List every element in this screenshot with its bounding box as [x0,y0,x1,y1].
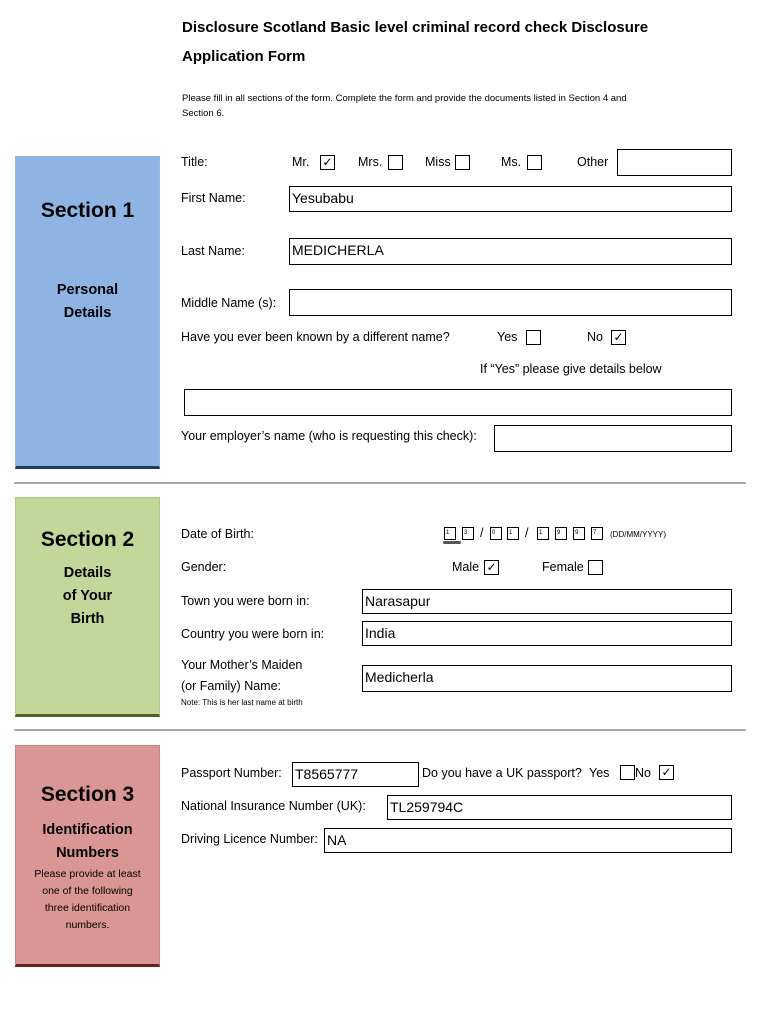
birth-country-label: Country you were born in: [181,627,325,641]
birth-town-field[interactable]: Narasapur [362,589,732,614]
section3-note [16,866,159,934]
instructions [182,91,702,121]
section-divider-2 [14,729,746,731]
last-name-field[interactable]: MEDICHERLA [289,238,732,265]
different-name-yes-checkbox[interactable] [526,330,541,345]
dob-year-digit-3[interactable]: 9 [573,527,585,540]
maiden-name-label-2: (or Family) Name: [181,679,282,693]
employer-label: Your employer’s name (who is requesting this check): [181,429,477,443]
passport-number-field[interactable]: T8565777 [292,762,419,787]
birth-country-field[interactable]: India [362,621,732,646]
dob-year-digit-4[interactable]: 7 [591,527,603,540]
different-name-no-checkbox[interactable]: ✓ [611,330,626,345]
section2-heading: Section 2 [40,528,135,551]
ni-number-label: National Insurance Number (UK): [181,799,366,813]
section3-subheading-1: Identification [42,822,133,838]
uk-passport-yes-label: Yes [589,766,610,780]
dob-month-digit-1[interactable]: 0 [490,527,502,540]
maiden-name-field[interactable]: Medicherla [362,665,732,692]
dob-separator-1: / [480,526,484,540]
middle-name-label: Middle Name (s): [181,296,277,310]
section1-heading: Section 1 [40,199,135,222]
if-yes-instruction: If “Yes” please give details below [480,362,662,376]
miss-checkbox[interactable] [455,155,470,170]
dob-year-digit-2[interactable]: 9 [555,527,567,540]
male-checkbox[interactable]: ✓ [484,560,499,575]
section1-subheading-1: Personal [56,282,119,298]
ms-label: Ms. [501,155,522,169]
mrs-label: Mrs. [358,155,383,169]
dob-separator-2: / [525,526,529,540]
employer-name-field[interactable] [494,425,732,452]
different-name-details-field[interactable] [184,389,732,416]
dob-day-digit-2[interactable]: 3 [462,527,474,540]
gender-label: Gender: [181,560,227,574]
section3-note-line1: Please provide at least [34,868,141,880]
driving-licence-label: Driving Licence Number: [181,832,318,846]
maiden-name-note: Note: This is her last name at birth [181,698,303,707]
title-label: Title: [181,155,208,169]
dob-underline-mark [443,541,461,544]
other-title-field[interactable] [617,149,732,176]
ni-number-field[interactable]: TL259794C [387,795,732,820]
maiden-name-label-1: Your Mother’s Maiden [181,658,303,672]
different-name-question: Have you ever been known by a different name? [181,330,450,344]
section-divider-1 [14,482,746,484]
dob-month-digit-2[interactable]: 1 [507,527,519,540]
form-title-line1: Disclosure Scotland Basic level criminal record check Disclosure [182,19,649,36]
section2-subheading-1: Details [63,565,112,581]
section2-panel [15,497,160,717]
dob-format-hint: (DD/MM/YYYY) [610,530,666,539]
section1-panel [15,156,160,469]
uk-passport-no-label: No [635,766,651,780]
section3-heading: Section 3 [40,783,135,806]
first-name-field[interactable]: Yesubabu [289,186,732,212]
different-name-yes-label: Yes [497,330,518,344]
section3-note-line3: three identification [44,902,131,914]
female-checkbox[interactable] [588,560,603,575]
first-name-label: First Name: [181,191,246,205]
uk-passport-yes-checkbox[interactable] [620,765,635,780]
birth-town-label: Town you were born in: [181,594,310,608]
section3-note-line4: numbers. [65,919,110,931]
uk-passport-question: Do you have a UK passport? [422,766,582,780]
section3-note-line2: one of the following [42,885,133,897]
section3-subheading-2: Numbers [56,845,119,861]
dob-year-digit-1[interactable]: 1 [537,527,549,540]
female-label: Female [542,560,584,574]
ms-checkbox[interactable] [527,155,542,170]
different-name-no-label: No [587,330,603,344]
instructions-line2: Section 6. [182,108,225,119]
driving-licence-field[interactable]: NA [324,828,732,853]
mr-checkbox[interactable]: ✓ [320,155,335,170]
passport-label: Passport Number: [181,766,282,780]
last-name-label: Last Name: [181,244,245,258]
section1-subheading-2: Details [63,305,112,321]
miss-label: Miss [425,155,451,169]
instructions-line1: Please fill in all sections of the form. Complete the form and provide the documents listed in Section 4 and [182,93,627,104]
male-label: Male [452,560,480,574]
other-label: Other [577,155,609,169]
dob-label: Date of Birth: [181,527,254,541]
section3-panel [15,745,160,967]
dob-day-digit-1[interactable]: 1 [444,527,456,540]
section2-subheading-2: of Your [62,588,113,604]
uk-passport-no-checkbox[interactable]: ✓ [659,765,674,780]
form-title-line2: Application Form [182,48,306,65]
mr-label: Mr. [292,155,310,169]
middle-name-field[interactable] [289,289,732,316]
mrs-checkbox[interactable] [388,155,403,170]
section2-subheading-3: Birth [70,611,105,627]
